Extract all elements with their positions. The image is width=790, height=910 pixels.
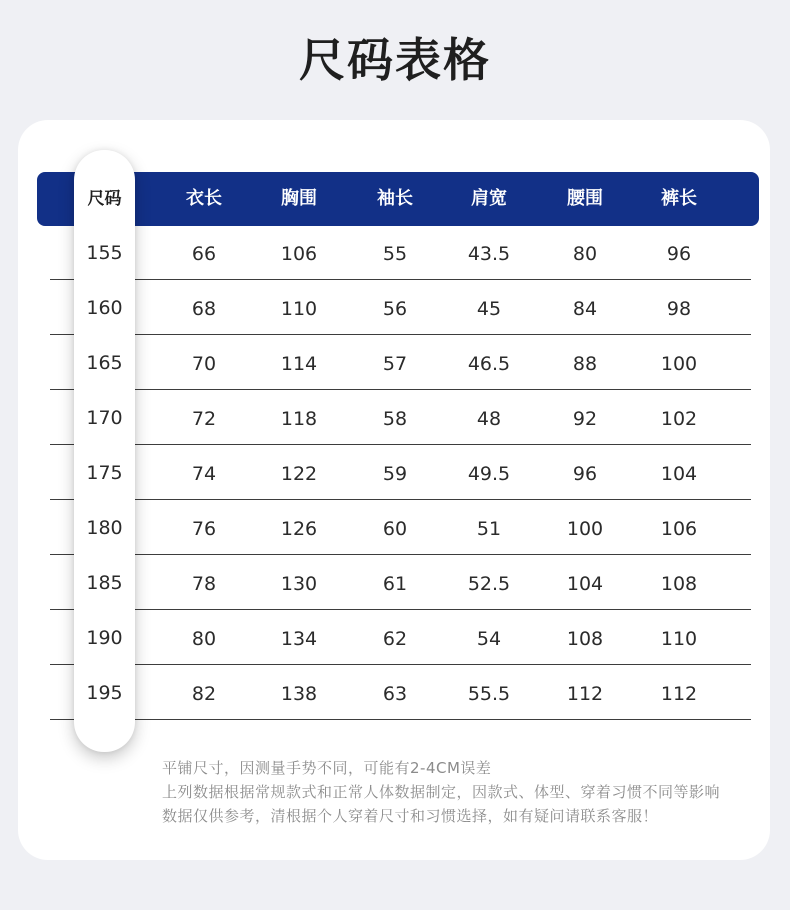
shoulder-cell: 51	[476, 518, 502, 540]
waist-cell: 100	[566, 518, 604, 540]
length-cell: 68	[191, 298, 217, 320]
waist-cell: 108	[566, 628, 604, 650]
chest-cell: 118	[280, 408, 318, 430]
waist-cell: 88	[572, 353, 598, 375]
shoulder-header: 肩宽	[471, 188, 507, 209]
sleeve-cell: 60	[382, 518, 408, 540]
length-header: 衣长	[186, 188, 222, 209]
shoulder-cell: 45	[476, 298, 502, 320]
waist-cell: 92	[572, 408, 598, 430]
shoulder-cell: 46.5	[467, 353, 511, 375]
pants-length-header: 裤长	[661, 188, 697, 209]
shoulder-cell: 52.5	[467, 573, 511, 595]
pants-length-cell: 100	[660, 353, 698, 375]
length-cell: 72	[191, 408, 217, 430]
sleeve-cell: 56	[382, 298, 408, 320]
sleeve-header: 袖长	[377, 188, 413, 209]
waist-cell: 104	[566, 573, 604, 595]
pants-length-cell: 98	[666, 298, 692, 320]
length-cell: 80	[191, 628, 217, 650]
pants-length-cell: 108	[660, 573, 698, 595]
sleeve-cell: 62	[382, 628, 408, 650]
chest-cell: 126	[280, 518, 318, 540]
note-line-1: 平铺尺寸，因测量手势不同，可能有2-4CM误差	[162, 759, 492, 777]
sleeve-cell: 63	[382, 683, 408, 705]
page-title: 尺码表格	[299, 33, 491, 87]
waist-header: 腰围	[567, 188, 603, 209]
shoulder-cell: 49.5	[467, 463, 511, 485]
sleeve-cell: 57	[382, 353, 408, 375]
shoulder-cell: 48	[476, 408, 502, 430]
length-cell: 70	[191, 353, 217, 375]
shoulder-cell: 43.5	[467, 243, 511, 265]
pants-length-cell: 104	[660, 463, 698, 485]
chest-cell: 106	[280, 243, 318, 265]
waist-cell: 96	[572, 463, 598, 485]
chest-cell: 122	[280, 463, 318, 485]
sleeve-cell: 58	[382, 408, 408, 430]
sleeve-cell: 59	[382, 463, 408, 485]
waist-cell: 80	[572, 243, 598, 265]
waist-cell: 112	[566, 683, 604, 705]
size-cell: 190	[86, 627, 123, 649]
waist-cell: 84	[572, 298, 598, 320]
pants-length-cell: 112	[660, 683, 698, 705]
size-cell: 160	[86, 297, 123, 319]
length-cell: 82	[191, 683, 217, 705]
pants-length-cell: 102	[660, 408, 698, 430]
pants-length-cell: 96	[666, 243, 692, 265]
chest-cell: 138	[280, 683, 318, 705]
chest-cell: 110	[280, 298, 318, 320]
note-line-2: 上列数据根据常规款式和正常人体数据制定，因款式、体型、穿着习惯不同等影响	[162, 783, 721, 801]
chest-header: 胸围	[281, 188, 317, 209]
sleeve-cell: 55	[382, 243, 408, 265]
note-line-3: 数据仅供参考，清根据个人穿着尺寸和习惯选择，如有疑问请联系客服！	[162, 807, 659, 825]
chest-cell: 130	[280, 573, 318, 595]
size-cell: 180	[86, 517, 123, 539]
size-cell: 175	[86, 462, 123, 484]
length-cell: 78	[191, 573, 217, 595]
length-cell: 66	[191, 243, 217, 265]
size-cell: 165	[86, 352, 123, 374]
chest-cell: 134	[280, 628, 318, 650]
pants-length-cell: 106	[660, 518, 698, 540]
sleeve-cell: 61	[382, 573, 408, 595]
pants-length-cell: 110	[660, 628, 698, 650]
chest-cell: 114	[280, 353, 318, 375]
size-cell: 195	[86, 682, 123, 704]
size-cell: 185	[86, 572, 123, 594]
length-cell: 76	[191, 518, 217, 540]
shoulder-cell: 54	[476, 628, 502, 650]
size-cell: 155	[86, 242, 123, 264]
size-header: 尺码	[87, 189, 122, 209]
shoulder-cell: 55.5	[467, 683, 511, 705]
size-cell: 170	[86, 407, 123, 429]
length-cell: 74	[191, 463, 217, 485]
